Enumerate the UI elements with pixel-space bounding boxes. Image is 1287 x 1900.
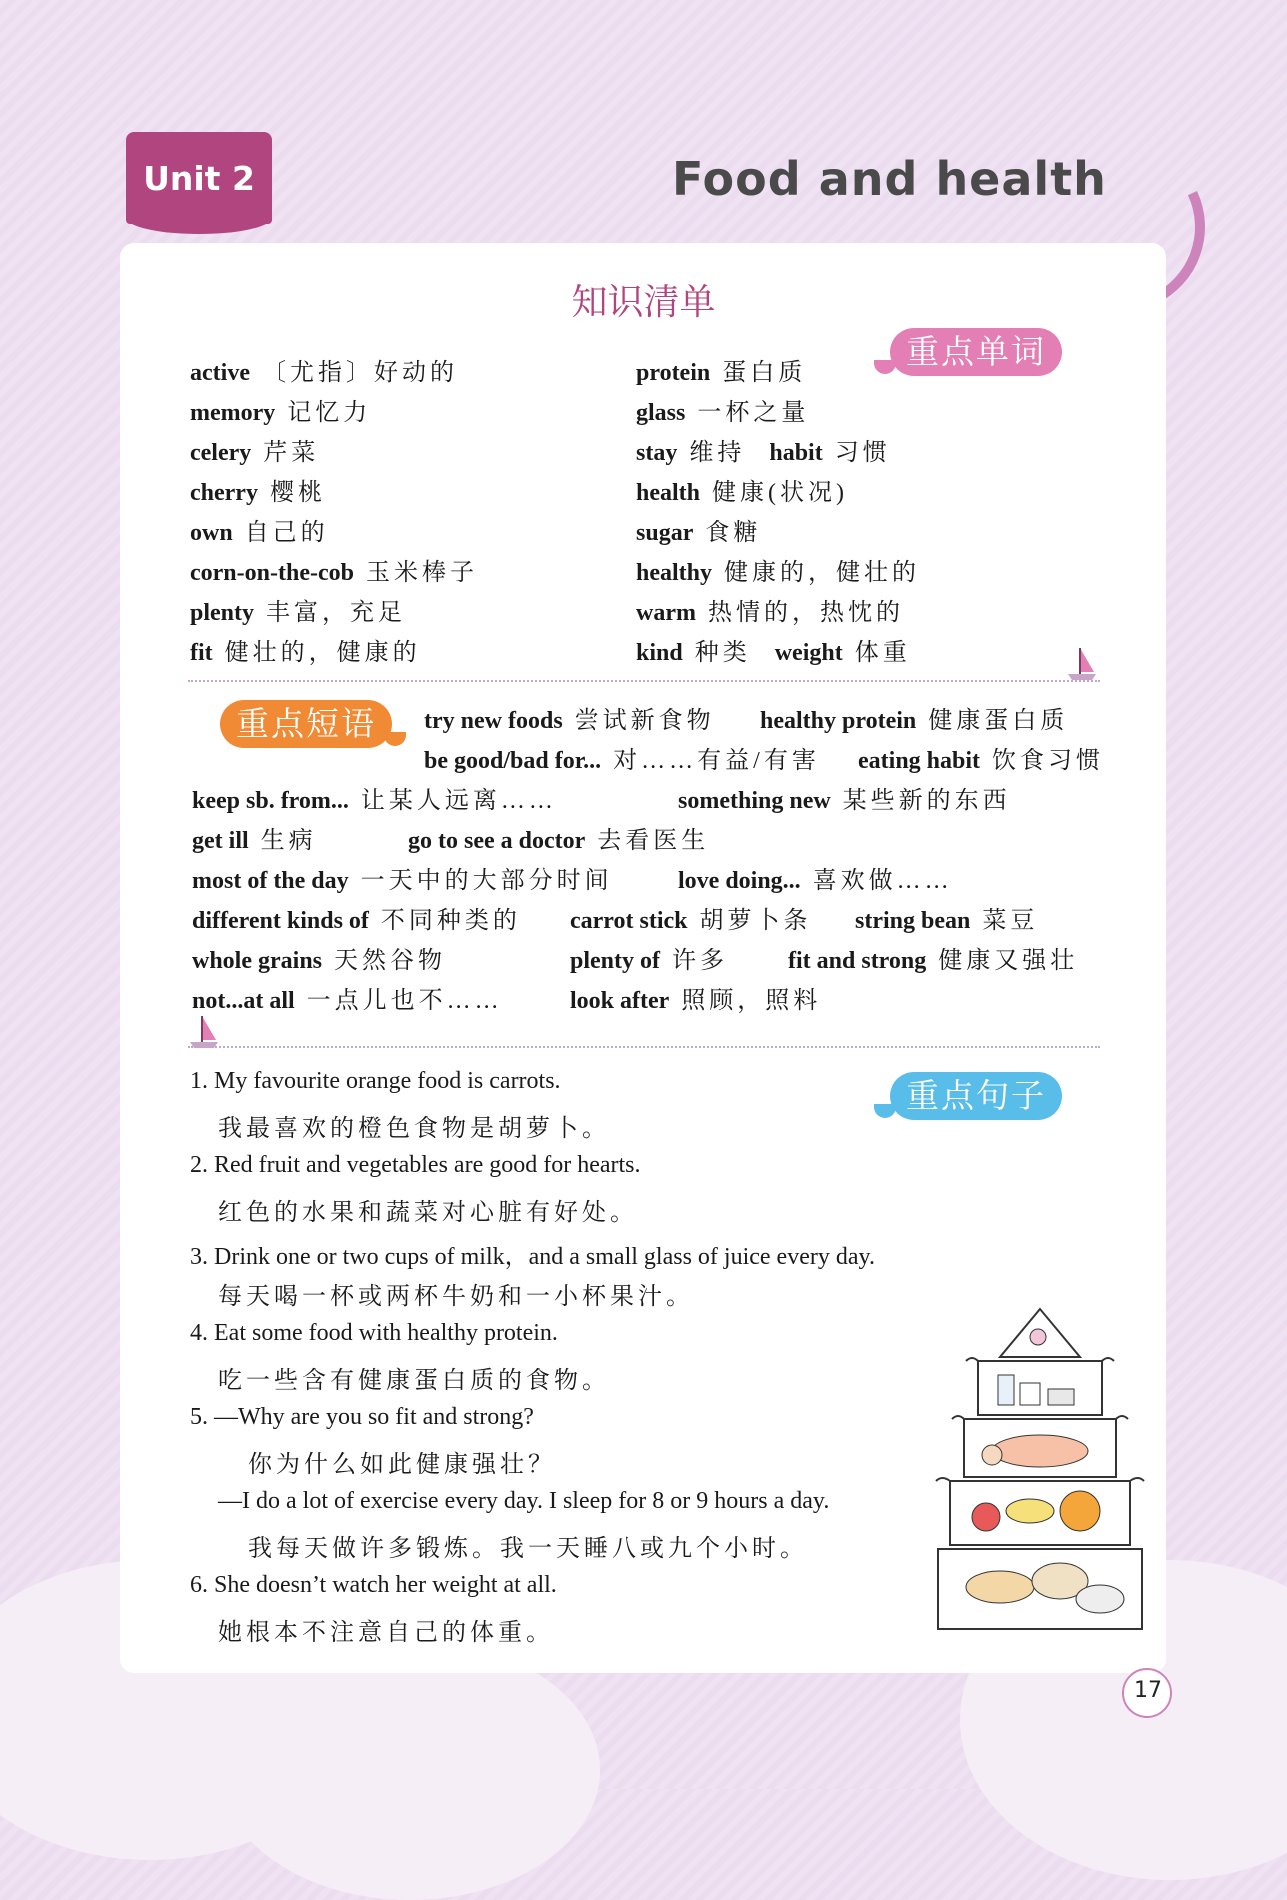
word-cn: 热情的，热忱的	[707, 600, 904, 626]
phrase-cn: 一天中的大部分时间	[360, 868, 613, 894]
word-cn: 玉米棒子	[365, 560, 478, 586]
sentence-cn: 你为什么如此健康强壮？	[248, 1452, 556, 1478]
word-cn: 自己的	[244, 520, 329, 546]
sentence-en: —I do a lot of exercise every day. I sleep for 8 or 9 hours a day.	[218, 1488, 830, 1514]
word-cn: 丰富，充足	[266, 600, 407, 626]
badge-key-phrases-text: 重点短语	[236, 704, 376, 743]
phrase-cn: 健康又强壮	[938, 948, 1079, 974]
section-title: 知识清单	[571, 282, 716, 323]
phrase-cn: 健康蛋白质	[928, 708, 1069, 734]
word-en: corn-on-the-cob	[190, 560, 354, 586]
word-en: warm	[636, 600, 696, 626]
word-row	[190, 632, 421, 667]
phrase-en: something new	[678, 788, 831, 814]
sentence-cn: 我每天做许多锻炼。我一天睡八或九个小时。	[248, 1536, 808, 1562]
sentence-en: 2. Red fruit and vegetables are good for hearts.	[190, 1152, 641, 1178]
phrase-en: different kinds of	[192, 908, 369, 934]
unit-label-text: Unit 2	[143, 158, 255, 198]
word-en: habit	[769, 440, 823, 466]
phrase-en: get ill	[192, 828, 249, 854]
background-cloud	[220, 1640, 600, 1900]
phrase-en: carrot stick	[570, 908, 688, 934]
badge-key-sentences-text: 重点句子	[906, 1076, 1046, 1115]
word-cn: 芹菜	[263, 440, 320, 466]
badge-key-sentences	[890, 1072, 1062, 1120]
word-row	[190, 352, 458, 387]
word-cn: 维持	[689, 440, 746, 466]
unit-label	[126, 132, 272, 224]
word-cn: 食糖	[705, 520, 762, 546]
word-row	[636, 512, 761, 547]
phrase-cn: 去看医生	[597, 828, 710, 854]
phrase-cn: 让某人远离……	[360, 788, 557, 814]
word-cn: 记忆力	[287, 400, 372, 426]
badge-key-phrases	[220, 700, 392, 748]
divider-line	[188, 1046, 1100, 1048]
phrase-en: eating habit	[858, 748, 981, 774]
phrase-en: love doing...	[678, 868, 801, 894]
phrase-row	[858, 740, 1104, 775]
word-row	[636, 432, 891, 467]
word-en: stay	[636, 440, 678, 466]
word-cn: 健康(状况)	[712, 480, 848, 506]
sentence-cn: 吃一些含有健康蛋白质的食物。	[218, 1368, 610, 1394]
phrase-cn: 照顾，照料	[681, 988, 822, 1014]
phrase-cn: 胡萝卜条	[699, 908, 812, 934]
phrase-en: healthy protein	[760, 708, 917, 734]
phrase-cn: 喜欢做……	[812, 868, 953, 894]
word-row	[636, 472, 848, 507]
word-row	[190, 472, 326, 507]
phrase-row	[760, 700, 1068, 735]
word-en: cherry	[190, 480, 258, 506]
phrase-row	[570, 940, 728, 975]
unit-title: Food and health	[672, 152, 1107, 206]
phrase-row	[788, 940, 1078, 975]
phrase-cn: 一点儿也不……	[306, 988, 503, 1014]
phrase-row	[192, 900, 521, 935]
phrase-cn: 尝试新食物	[574, 708, 715, 734]
word-en: celery	[190, 440, 252, 466]
phrase-en: string bean	[855, 908, 971, 934]
word-row	[190, 432, 319, 467]
word-en: memory	[190, 400, 276, 426]
divider-line	[188, 680, 1100, 682]
sentence-en: 6. She doesn’t watch her weight at all.	[190, 1572, 557, 1598]
badge-key-words-text: 重点单词	[906, 332, 1046, 371]
phrase-row	[192, 780, 557, 815]
word-cn: 一杯之量	[697, 400, 810, 426]
word-cn: 习惯	[834, 440, 891, 466]
phrase-en: plenty of	[570, 948, 660, 974]
phrase-row	[678, 860, 953, 895]
word-row	[636, 392, 809, 427]
word-en: sugar	[636, 520, 694, 546]
word-en: protein	[636, 360, 711, 386]
word-en: kind	[636, 640, 683, 666]
phrase-row	[192, 860, 613, 895]
word-en: fit	[190, 640, 213, 666]
phrase-row	[424, 700, 715, 735]
phrase-en: try new foods	[424, 708, 563, 734]
phrase-row	[570, 980, 821, 1015]
sentence-en: 5. —Why are you so fit and strong?	[190, 1404, 534, 1430]
phrase-en: most of the day	[192, 868, 349, 894]
word-en: healthy	[636, 560, 713, 586]
phrase-row	[408, 820, 709, 855]
word-cn: 健壮的，健康的	[224, 640, 421, 666]
sentence-en: 3. Drink one or two cups of milk，and a small glass of juice every day.	[190, 1244, 875, 1270]
word-en: health	[636, 480, 701, 506]
sailboat-icon	[188, 1014, 220, 1050]
word-row	[636, 592, 904, 627]
sentence-en: 1. My favourite orange food is carrots.	[190, 1068, 561, 1094]
word-cn: 樱桃	[269, 480, 326, 506]
phrase-en: whole grains	[192, 948, 323, 974]
food-pyramid-illustration	[930, 1305, 1150, 1635]
sailboat-icon	[1066, 646, 1098, 682]
phrase-cn: 菜豆	[982, 908, 1039, 934]
word-row	[636, 632, 911, 667]
word-row	[190, 392, 371, 427]
phrase-cn: 许多	[672, 948, 728, 974]
word-cn: 蛋白质	[722, 360, 807, 386]
phrase-en: be good/bad for...	[424, 748, 602, 774]
sentence-cn: 红色的水果和蔬菜对心脏有好处。	[218, 1200, 638, 1226]
phrase-row	[570, 900, 812, 935]
phrase-cn: 不同种类的	[380, 908, 521, 934]
word-row	[190, 592, 406, 627]
word-en: active	[190, 360, 250, 386]
word-row	[636, 552, 920, 587]
sentence-cn: 她根本不注意自己的体重。	[218, 1620, 554, 1646]
phrase-cn: 生病	[260, 828, 317, 854]
word-en: glass	[636, 400, 686, 426]
phrase-cn: 某些新的东西	[842, 788, 1011, 814]
phrase-row	[678, 780, 1011, 815]
phrase-en: fit and strong	[788, 948, 927, 974]
phrase-row	[855, 900, 1038, 935]
phrase-cn: 对……有益/有害	[613, 748, 820, 774]
phrase-row	[192, 980, 503, 1015]
phrase-en: go to see a doctor	[408, 828, 586, 854]
sentence-cn: 每天喝一杯或两杯牛奶和一小杯果汁。	[218, 1284, 694, 1310]
word-row	[190, 552, 478, 587]
phrase-row	[192, 820, 317, 855]
badge-key-words	[890, 328, 1062, 376]
word-en: plenty	[190, 600, 255, 626]
word-cn: 〔尤指〕好动的	[261, 360, 458, 386]
word-cn: 种类	[694, 640, 751, 666]
word-cn: 体重	[854, 640, 911, 666]
word-row	[636, 352, 806, 387]
word-row	[190, 512, 329, 547]
phrase-cn: 天然谷物	[334, 948, 447, 974]
word-en: own	[190, 520, 233, 546]
phrase-en: not...at all	[192, 988, 295, 1014]
phrase-row	[192, 940, 446, 975]
sentence-en: 4. Eat some food with healthy protein.	[190, 1320, 558, 1346]
phrase-en: keep sb. from...	[192, 788, 349, 814]
word-en: weight	[774, 640, 843, 666]
phrase-en: look after	[570, 988, 670, 1014]
phrase-cn: 饮食习惯	[992, 748, 1105, 774]
phrase-row	[424, 740, 820, 775]
word-cn: 健康的，健壮的	[724, 560, 921, 586]
sentence-cn: 我最喜欢的橙色食物是胡萝卜。	[218, 1116, 610, 1142]
page-number: 17	[1134, 1678, 1162, 1703]
